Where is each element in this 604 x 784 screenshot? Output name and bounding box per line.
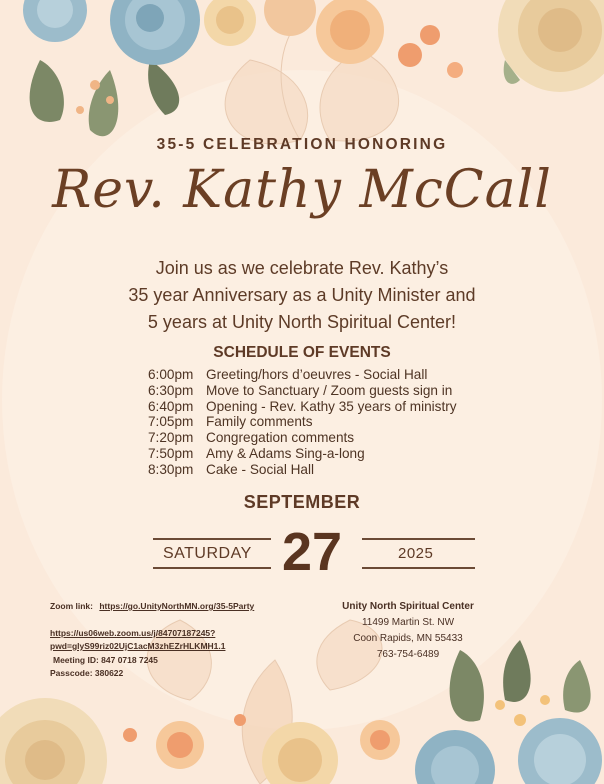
intro-line: 5 years at Unity North Spiritual Center!	[147, 312, 457, 332]
schedule-item	[148, 367, 548, 383]
event-day: 27	[282, 522, 343, 582]
date-rule-right-top	[362, 538, 475, 540]
venue-street: 11499 Martin St. NW	[361, 617, 455, 628]
schedule-item	[148, 462, 548, 478]
event-kicker: 35-5 CELEBRATION HONORING	[156, 136, 448, 153]
date-rule-left-bottom	[153, 567, 271, 569]
schedule-time: 6:00pm	[148, 367, 194, 382]
event-month: SEPTEMBER	[243, 492, 361, 512]
venue-name: Unity North Spiritual Center	[342, 601, 474, 612]
schedule-item	[148, 430, 548, 446]
schedule-time: 8:30pm	[148, 461, 194, 477]
schedule-desc: Greeting/hors d’oeuvres - Social Hall	[206, 367, 428, 382]
zoom-meeting-link-line2[interactable]: pwd=glyS99riz02UjC1acM3zhEZrHLKMH1.1	[50, 641, 226, 651]
schedule-item	[148, 446, 548, 462]
schedule-desc: Cake - Social Hall	[206, 461, 315, 477]
schedule-time: 6:30pm	[148, 382, 194, 398]
venue-block	[318, 599, 498, 663]
schedule-item	[148, 383, 548, 399]
schedule-desc: Family comments	[206, 414, 313, 430]
top-right-rose	[498, 0, 604, 92]
zoom-link-label: Zoom link:	[50, 601, 93, 611]
zoom-passcode: Passcode: 380622	[50, 668, 124, 678]
honoree-name: Rev. Kathy McCall	[52, 160, 552, 220]
zoom-link-row	[50, 601, 254, 611]
schedule-desc: Move to Sanctuary / Zoom guests sign in	[206, 382, 453, 398]
schedule-desc: Amy & Adams Sing-a-long	[206, 445, 365, 461]
zoom-meeting-link-line1[interactable]: https://us06web.zoom.us/j/84707187245?	[50, 628, 216, 638]
intro-text	[0, 255, 604, 336]
schedule-item	[148, 399, 548, 415]
schedule-desc: Congregation comments	[206, 430, 355, 446]
schedule-time: 7:20pm	[148, 430, 194, 446]
zoom-meeting-id: Meeting ID: 847 0718 7245	[53, 655, 158, 665]
date-rule-right-bottom	[362, 567, 475, 569]
intro-line: 35 year Anniversary as a Unity Minister and	[128, 285, 476, 305]
date-rule-left-top	[153, 538, 271, 540]
schedule-list	[148, 367, 548, 478]
zoom-short-link[interactable]: https://go.UnityNorthMN.org/35-5Party	[99, 601, 255, 611]
intro-line: Join us as we celebrate Rev. Kathy’s	[155, 258, 449, 278]
event-year: 2025	[398, 545, 434, 562]
schedule-time: 7:50pm	[148, 445, 194, 461]
schedule-title: SCHEDULE OF EVENTS	[213, 344, 391, 361]
schedule-item	[148, 414, 548, 430]
schedule-time: 6:40pm	[148, 398, 194, 414]
event-weekday: SATURDAY	[163, 545, 252, 562]
schedule-time: 7:05pm	[148, 414, 194, 430]
schedule-desc: Opening - Rev. Kathy 35 years of ministry	[206, 398, 457, 414]
venue-city: Coon Rapids, MN 55433	[353, 633, 463, 644]
venue-phone: 763-754-6489	[376, 649, 440, 660]
